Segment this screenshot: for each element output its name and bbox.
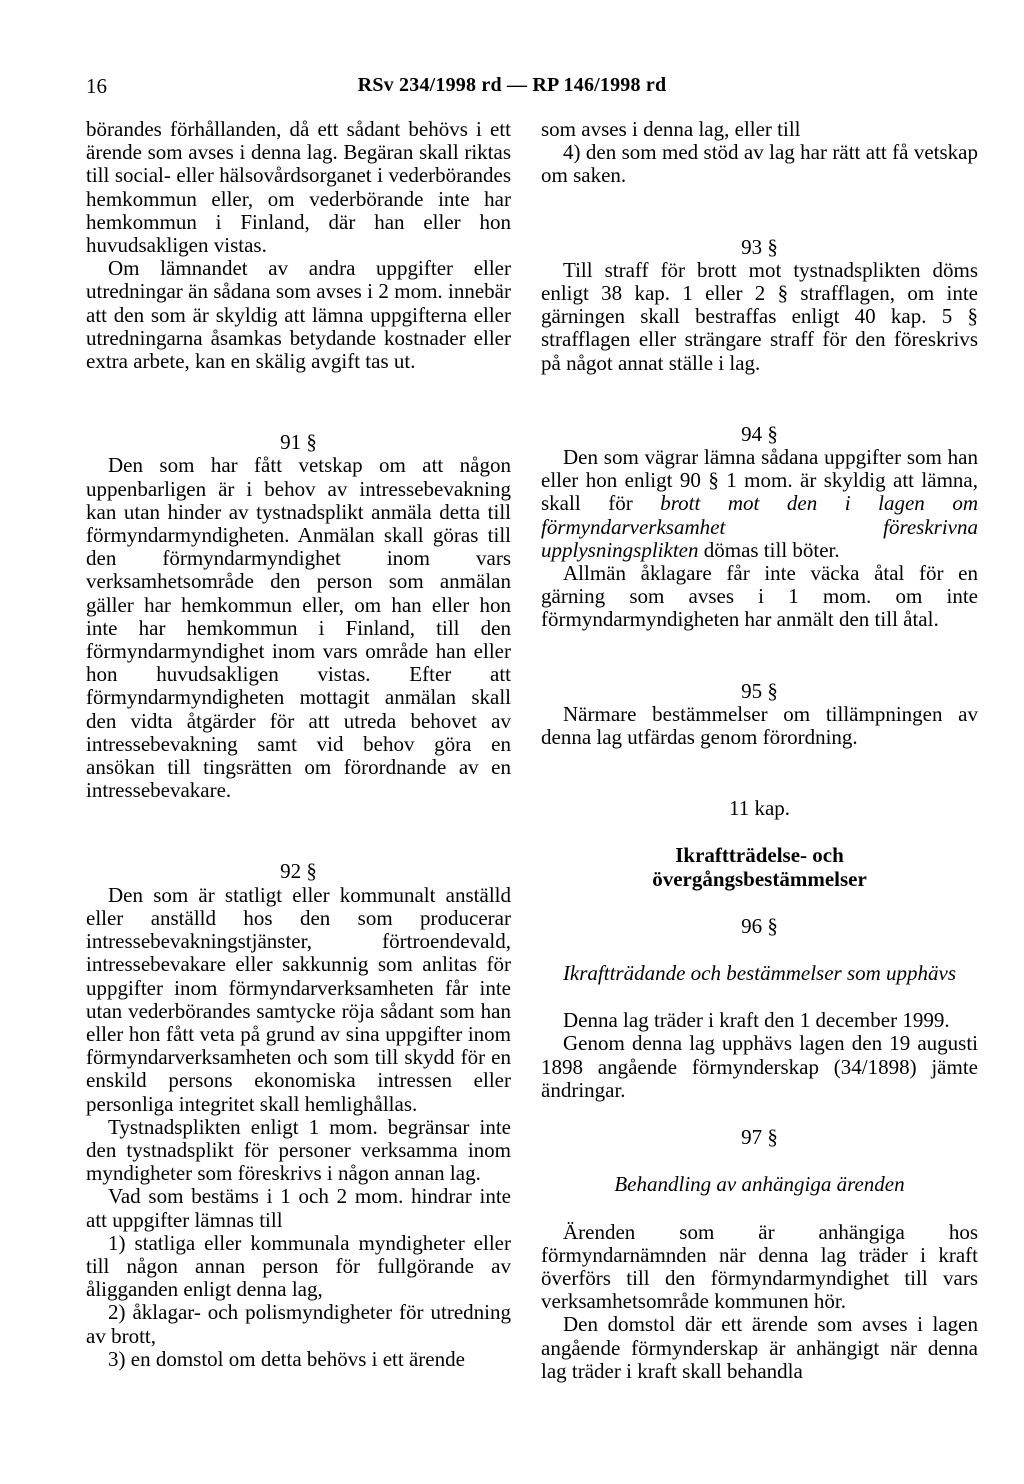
- chapter-title-line-2: övergångsbestämmelser: [652, 866, 867, 891]
- running-head: RSv 234/1998 rd — RP 146/1998 rd: [357, 74, 667, 96]
- section-92-heading: 92 §: [280, 859, 317, 884]
- section-91-heading: 91 §: [280, 430, 317, 455]
- section-92-item-1: 1) statliga eller kommunala myndigheter eller till någon annan person för fullgörande av åligganden enligt denna lag,: [86, 1230, 511, 1302]
- section-97-heading: 97 §: [741, 1125, 778, 1150]
- section-96-paragraph-2: Genom denna lag upphävs lagen den 19 augusti 1898 angående förmynderskap (34/1898) jämte ändringar.: [541, 1031, 978, 1102]
- section-95-text: Närmare bestämmelser om tillämpningen av denna lag utfärdas genom förordning.: [541, 701, 978, 750]
- section-92-item-3: 3) en domstol om detta behövs i ett ärende: [108, 1346, 465, 1371]
- section-94-offence-name: brott mot den i lagen om förmyndarverksamhet föreskrivna upplysningsplikten: [541, 491, 978, 562]
- list-item-4: 4) den som med stöd av lag har rätt att få vetskap om saken.: [541, 140, 978, 188]
- section-94-heading: 94 §: [741, 421, 778, 446]
- section-95-heading: 95 §: [741, 678, 778, 703]
- chapter-number: 11 kap.: [728, 796, 791, 821]
- section-97-paragraph-1: Ärenden som är anhängiga hos förmyndarnämnden när denna lag träder i kraft överförs till den förmyndarmyndighet till vars verksamhetsområde kommunen hör.: [541, 1219, 978, 1314]
- section-96-heading: 96 §: [741, 913, 778, 938]
- paragraph-fee: Om lämnandet av andra uppgifter eller utredningar än sådana som avses i 2 mom. innebär att den som är skyldig att lämna uppgifterna eller utredningarna åsamkas betydande kostnader eller extra arbete, kan en skälig avgift tas ut.: [86, 256, 511, 374]
- section-92-paragraph-3: Vad som bestäms i 1 och 2 mom. hindrar inte att uppgifter lämnas till: [86, 1184, 511, 1232]
- left-column: [86, 118, 511, 1371]
- page-number: 16: [86, 74, 107, 98]
- section-94-paragraph-2: Allmän åklagare får inte väcka åtal för en gärning som avses i 1 mom. om inte förmyndarmyndigheten har anmält den till åtal.: [541, 561, 978, 632]
- section-93-text: Till straff för brott mot tystnadsplikten döms enligt 38 kap. 1 eller 2 § strafflagen, om inte gärningen skall bestraffas enligt 40 kap. 5 § strafflagen eller strängare straff för den föreskrivs på något annat ställe i lag.: [541, 257, 978, 375]
- right-column: [541, 118, 978, 1383]
- list-continuation: som avses i denna lag, eller till: [541, 117, 801, 141]
- section-92-paragraph-1: Den som är statligt eller kommunalt anställd eller anställd hos den som producerar intressebevakningstjänster, förtroendevald, intressebevakare eller sakkunnig som anlitas för uppgifter inom förmyndarverksamheten får inte utan vederbörandes samtycke röja sådant som han eller hon fått veta på grund av sina uppgifter inom förmyndarverksamheten och som till skydd för en enskild persons ekonomiska intressen eller personliga integritet skall hemlighållas.: [86, 882, 511, 1116]
- section-91-text: Den som har fått vetskap om att någon uppenbarligen är i behov av intressebevakning kan utan hinder av tystnadsplikt anmäla detta till förmyndarmyndigheten. Anmälan skall göras till den förmyndarmyndighet inom vars verksamhetsområde den person som anmälan gäller har hemkommun eller, om han eller hon inte har hemkommun i Finland, till den förmyndarmyndighet inom vars område han eller hon huvudsakligen vistas. Efter att förmyndarmyndigheten mottagit anmälan skall den vidta åtgärder för att utreda behovet av intressebevakning samt vid behov göra en ansökan till tingsrätten om förordnande av en intressebevakare.: [86, 453, 511, 803]
- section-96-paragraph-1: Denna lag träder i kraft den 1 december 1999.: [563, 1008, 950, 1033]
- section-96-title: Ikraftträdande och bestämmelser som upphävs: [562, 961, 957, 986]
- section-93-heading: 93 §: [741, 234, 778, 259]
- paragraph-continuation: börandes förhållanden, då ett sådant behövs i ett ärende som avses i denna lag. Begäran skall riktas till social- eller hälsovårdsorganet i vederbörandes hemkommun eller, om vederbörande inte har hemkommun i Finland, där han eller hon huvudsakligen vistas.: [86, 117, 511, 258]
- section-94-text-a: Den som vägrar lämna sådana uppgifter som han eller hon enligt 90 § 1 mom. är skyldig att lämna, skall för: [541, 445, 978, 516]
- page-header: [0, 74, 1024, 104]
- section-94-text-b: dömas till böter.: [698, 537, 840, 562]
- section-92-item-2: 2) åklagar- och polismyndigheter för utredning av brott,: [86, 1300, 511, 1348]
- section-94-text: [541, 446, 978, 562]
- section-97-title: Behandling av anhängiga ärenden: [614, 1172, 905, 1197]
- section-92-paragraph-2: Tystnadsplikten enligt 1 mom. begränsar inte den tystnadsplikt för personer verksamma inom myndigheter som föreskrivs i någon annan lag.: [86, 1114, 511, 1186]
- section-97-paragraph-2: Den domstol där ett ärende som avses i lagen angående förmynderskap är anhängigt när denna lag träder i kraft skall behandla: [541, 1312, 978, 1383]
- chapter-title-line-1: Ikraftträdelse- och: [675, 843, 844, 868]
